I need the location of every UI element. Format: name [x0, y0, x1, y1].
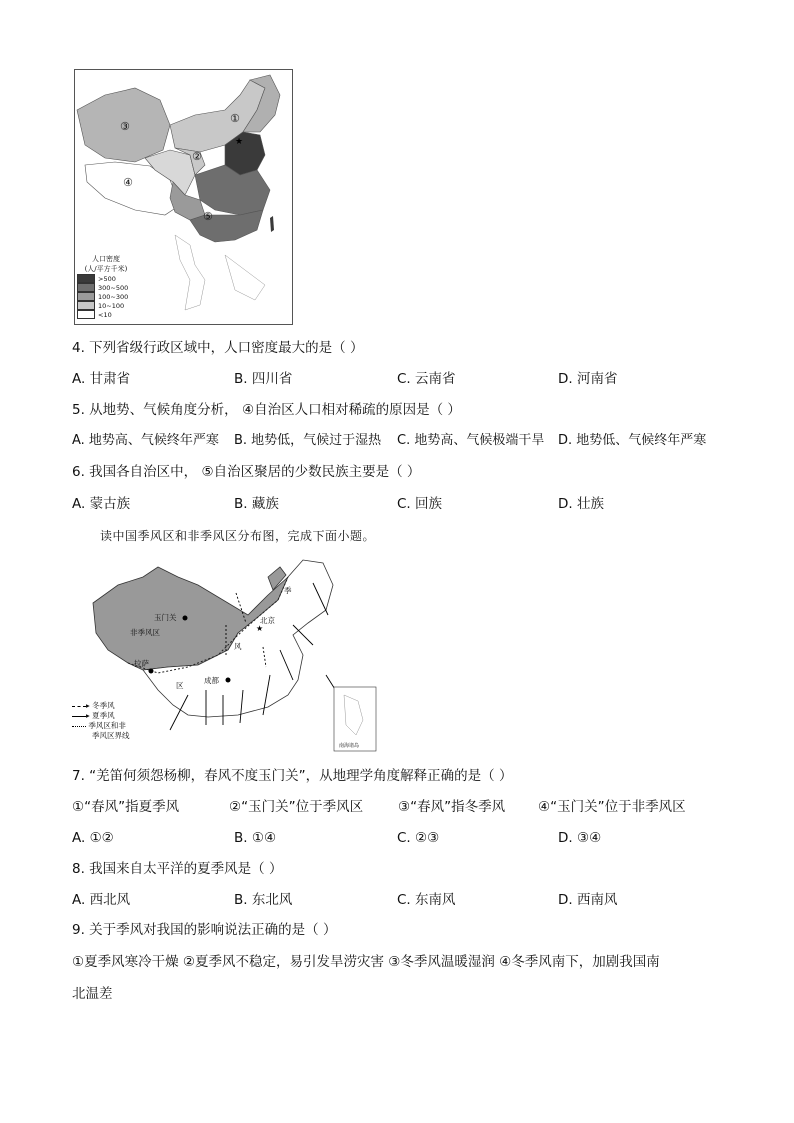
question-9-stem: 9. 关于季风对我国的影响说法正确的是（ ） — [72, 922, 337, 938]
q7-option-b[interactable]: B. ①④ — [234, 830, 277, 846]
q9-statements-line1: ①夏季风寒冷干燥 ②夏季风不稳定，易引发旱涝灾害 ③冬季风温暖湿润 ④冬季风南下，加剧我国南 — [72, 954, 660, 970]
legend-swatch — [77, 310, 95, 319]
question-5-stem: 5. 从地势、气候角度分析， ④自治区人口相对稀疏的原因是（ ） — [72, 402, 461, 418]
q9-statements-line2: 北温差 — [72, 986, 113, 1002]
legend-item — [77, 301, 135, 310]
monsoon-map — [88, 555, 384, 753]
marker-1: ① — [230, 112, 240, 125]
legend-item — [77, 274, 135, 283]
label-nonmonsoon: 非季风区 — [130, 628, 160, 637]
label-ji: 季 — [284, 586, 292, 595]
legend-boundary-line2: 季风区界线 — [92, 731, 130, 740]
q5-option-d[interactable]: D. 地势低、气候终年严寒 — [558, 433, 707, 448]
q6-option-c[interactable]: C. 回族 — [397, 496, 443, 512]
legend-label: <10 — [98, 310, 112, 319]
q6-option-d[interactable]: D. 壮族 — [558, 496, 604, 512]
legend-swatch — [77, 292, 95, 301]
legend-label: 10~100 — [98, 301, 125, 310]
capital-star-icon: ★ — [235, 137, 244, 147]
legend-item — [77, 292, 135, 301]
legend-item — [77, 310, 135, 319]
question-7-stem: 7. “羌笛何须怨杨柳，春风不度玉门关”，从地理学角度解释正确的是（ ） — [72, 768, 513, 784]
q8-option-d[interactable]: D. 西南风 — [558, 892, 618, 908]
map1-legend — [77, 254, 135, 319]
q7-option-d[interactable]: D. ③④ — [558, 830, 602, 846]
label-lasa: 拉萨 — [134, 659, 149, 668]
q8-option-c[interactable]: C. 东南风 — [397, 892, 456, 908]
yumenguan-dot — [183, 616, 188, 621]
legend-winter-monsoon: ▸ 冬季风 — [72, 701, 130, 711]
legend-swatch — [77, 283, 95, 292]
chengdu-dot — [226, 678, 231, 683]
q7-option-c[interactable]: C. ②③ — [397, 830, 440, 846]
q5-option-b[interactable]: B. 地势低，气候过于湿热 — [234, 433, 382, 448]
question-6-stem: 6. 我国各自治区中， ⑤自治区聚居的少数民族主要是（ ） — [72, 464, 421, 480]
label-nanhai: 南海诸岛 — [339, 743, 360, 749]
q4-option-b[interactable]: B. 四川省 — [234, 371, 293, 387]
q6-option-b[interactable]: B. 藏族 — [234, 496, 279, 512]
q6-option-a[interactable]: A. 蒙古族 — [72, 496, 131, 512]
q7-statement-2: ②“玉门关”位于季风区 — [229, 799, 364, 815]
legend-swatch — [77, 301, 95, 310]
label-beijing: 北京 — [260, 616, 275, 625]
q8-option-a[interactable]: A. 西北风 — [72, 892, 131, 908]
label-feng: 风 — [234, 642, 242, 651]
legend-title: 人口密度 — [92, 255, 120, 263]
lasa-dot — [149, 669, 154, 674]
neighbour-outline — [175, 235, 205, 310]
label-yumenguan: 玉门关 — [154, 613, 177, 622]
marker-2: ② — [192, 150, 202, 163]
legend-label: >500 — [98, 274, 116, 283]
capital-star-icon: ★ — [256, 624, 264, 633]
population-density-map — [74, 69, 293, 325]
q4-option-a[interactable]: A. 甘肃省 — [72, 371, 131, 387]
q5-option-c[interactable]: C. 地势高、气候极端干旱 — [397, 433, 545, 448]
marker-5: ⑤ — [203, 210, 213, 223]
q8-option-b[interactable]: B. 东北风 — [234, 892, 293, 908]
label-qu: 区 — [176, 681, 184, 690]
region-taiwan — [270, 216, 274, 232]
label-chengdu: 成都 — [204, 676, 219, 685]
legend-label: 100~300 — [98, 292, 129, 301]
q5-option-a[interactable]: A. 地势高、气候终年严寒 — [72, 433, 219, 448]
monsoon-map-svg — [88, 555, 384, 753]
neighbour-outline-2 — [225, 255, 265, 300]
q7-option-a[interactable]: A. ①② — [72, 830, 114, 846]
legend-boundary: 季风区和非 — [72, 721, 130, 731]
map2-intro: 读中国季风区和非季风区分布图，完成下面小题。 — [100, 529, 376, 543]
q7-statement-3: ③“春风”指冬季风 — [398, 799, 506, 815]
marker-4: ④ — [123, 176, 133, 189]
marker-3: ③ — [120, 120, 130, 133]
q4-option-c[interactable]: C. 云南省 — [397, 371, 456, 387]
region-central — [195, 165, 270, 215]
legend-swatch — [77, 274, 95, 283]
legend-summer-monsoon: ▸ 夏季风 — [72, 711, 130, 721]
q7-statement-4: ④“玉门关”位于非季风区 — [538, 799, 686, 815]
q4-option-d[interactable]: D. 河南省 — [558, 371, 618, 387]
q7-statement-1: ①“春风”指夏季风 — [72, 799, 180, 815]
map2-legend — [72, 701, 130, 741]
question-4-stem: 4. 下列省级行政区域中，人口密度最大的是（ ） — [72, 340, 364, 356]
legend-label: 300~500 — [98, 283, 129, 292]
legend-unit: (人/平方千米) — [84, 265, 128, 273]
question-8-stem: 8. 我国来自太平洋的夏季风是（ ） — [72, 861, 283, 877]
legend-item — [77, 283, 135, 292]
